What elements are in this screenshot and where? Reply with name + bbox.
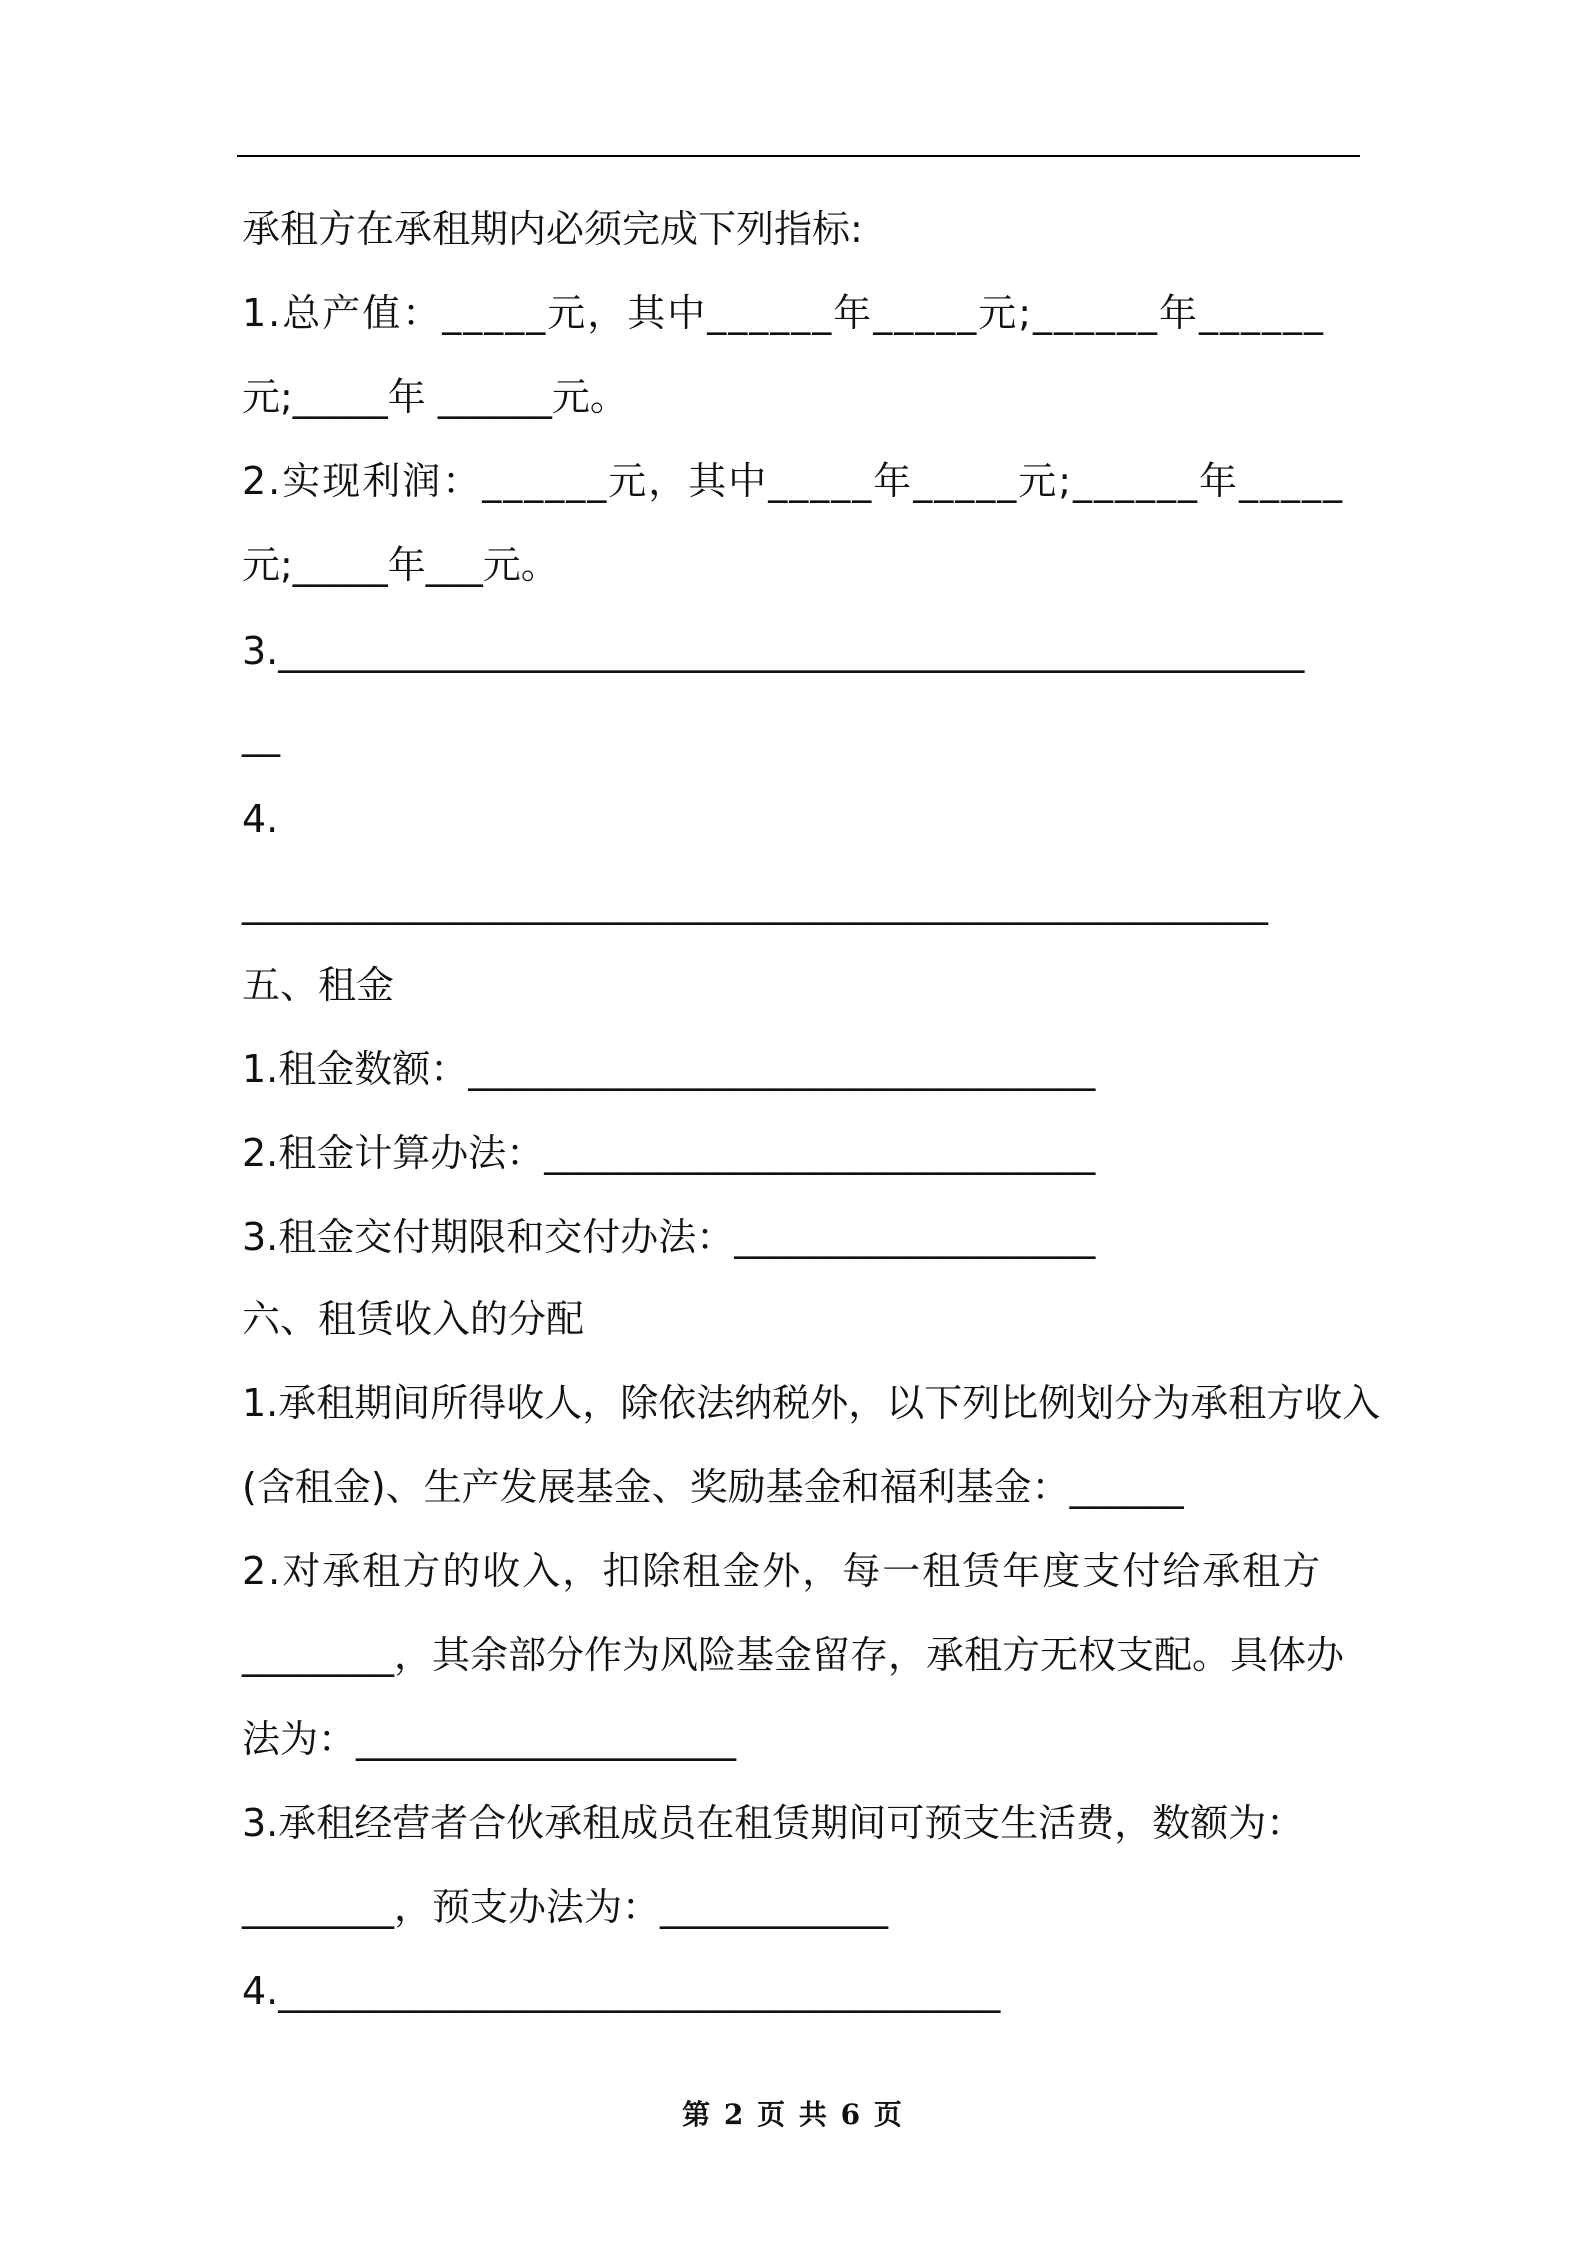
section-heading: 五、租金 — [242, 963, 395, 1007]
clause-text: 2.对承租方的收入，扣除租金外，每一租赁年度支付给承租方 — [242, 1549, 1323, 1593]
clause-text-continued: ________，预支办法为：____________ — [242, 1885, 889, 1929]
page-indicator: 第 2 页 共 6 页 — [682, 2098, 904, 2131]
clause-text-continued: 元;_____年 ______元。 — [242, 375, 628, 419]
clause-text: 3.______________________________________________________ — [242, 629, 1305, 673]
clause-text: 3.承租经营者合伙承租成员在租赁期间可预支生活费，数额为： — [242, 1801, 1305, 1845]
header-rule — [237, 155, 1360, 157]
clause-text: 2.租金计算办法：_____________________________ — [242, 1131, 1096, 1175]
clause-text-continued: ______________________________________________________ — [242, 881, 1268, 925]
clause-text: 2.实现利润：______元，其中_____年_____元;______年_____ — [242, 459, 1345, 503]
clause-text: 1.总产值：_____元，其中______年_____元;______年______ — [242, 291, 1326, 335]
clause-text-continued: ________，其余部分作为风险基金留存，承租方无权支配。具体办 — [242, 1633, 1345, 1677]
clause-text-continued: __ — [242, 713, 280, 757]
clause-text-continued: (含租金)、生产发展基金、奖励基金和福利基金：______ — [242, 1465, 1184, 1509]
clause-text: 1.承租期间所得收人，除依法纳税外，以下列比例划分为承租方收入 — [242, 1381, 1381, 1425]
clause-text-continued: 元;_____年___元。 — [242, 543, 559, 587]
section-heading: 六、租赁收入的分配 — [242, 1297, 585, 1341]
clause-text: 3.租金交付期限和交付办法：___________________ — [242, 1215, 1096, 1259]
clause-text: 4.______________________________________ — [242, 1969, 1001, 2013]
clause-text: 4. — [242, 797, 279, 841]
clause-text-continued: 法为：____________________ — [242, 1717, 737, 1761]
clause-text: 1.租金数额：_________________________________ — [242, 1047, 1096, 1091]
intro-text: 承租方在承租期内必须完成下列指标: — [242, 207, 863, 251]
